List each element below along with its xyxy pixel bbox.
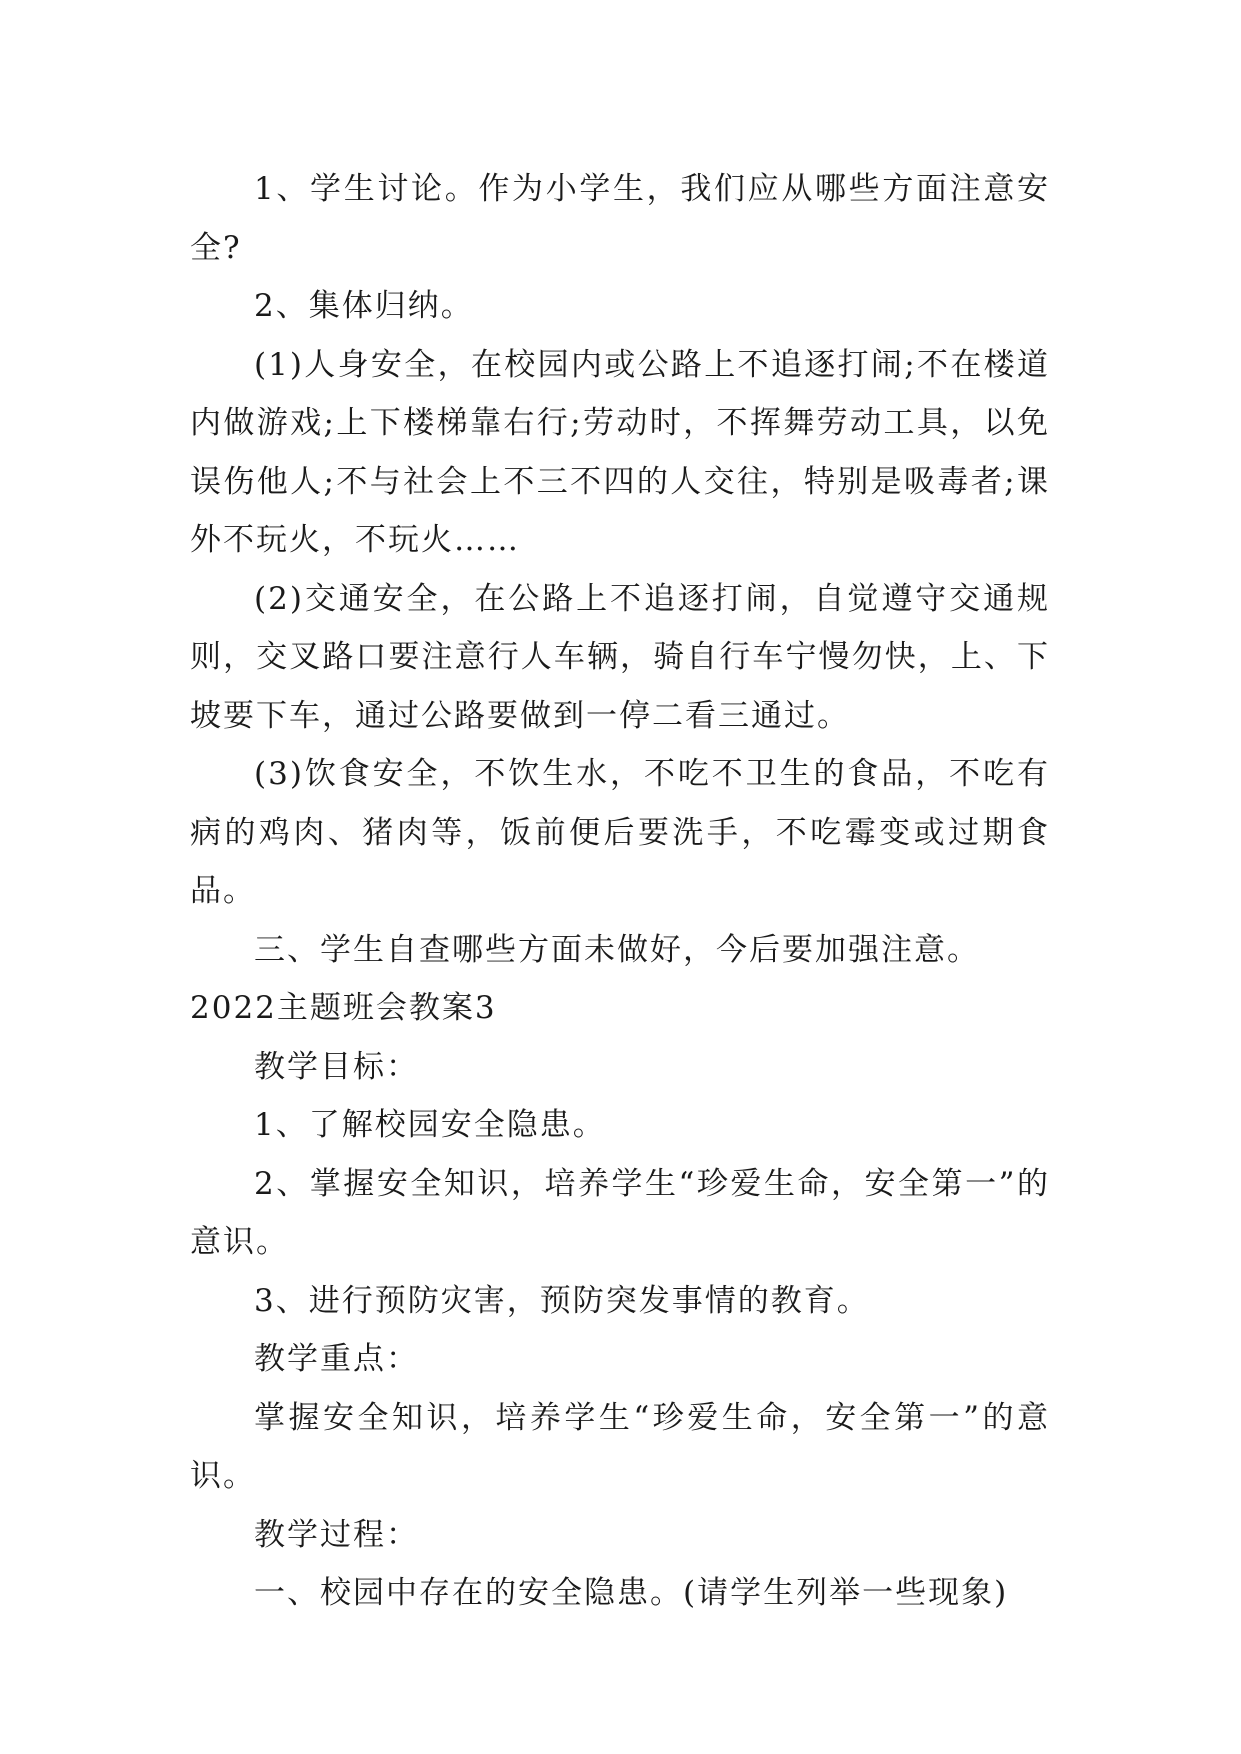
paragraph: 1、学生讨论。作为小学生，我们应从哪些方面注意安全? <box>190 171 1050 266</box>
paragraph: (1)人身安全，在校园内或公路上不追逐打闹;不在楼道内做游戏;上下楼梯靠右行;劳动时，不挥舞劳动工具，以免误伤他人;不与社会上不三不四的人交往，特别是吸毒者;课外不玩火，不玩火…… <box>190 346 1050 558</box>
paragraph: 教学过程： <box>254 1516 419 1553</box>
paragraph: 1、了解校园安全隐患。 <box>254 1107 606 1143</box>
paragraph: 一、校园中存在的安全隐患。(请学生列举一些现象) <box>254 1575 1009 1611</box>
paragraph: 三、学生自查哪些方面未做好，今后要加强注意。 <box>254 931 980 968</box>
paragraph: 2、掌握安全知识，培养学生“珍爱生命，安全第一”的意识。 <box>190 1165 1050 1260</box>
paragraph: 掌握安全知识，培养学生“珍爱生命，安全第一”的意识。 <box>190 1399 1050 1494</box>
paragraph: 3、进行预防灾害，预防突发事情的教育。 <box>254 1282 870 1319</box>
paragraph: 2、集体归纳。 <box>254 288 474 324</box>
paragraph: 教学目标： <box>254 1048 419 1085</box>
paragraph: 教学重点： <box>254 1341 419 1377</box>
section-heading: 2022主题班会教案3 <box>190 990 497 1026</box>
paragraph: (3)饮食安全，不饮生水，不吃不卫生的食品，不吃有病的鸡肉、猪肉等，饭前便后要洗手，不吃霉变或过期食品。 <box>190 756 1050 909</box>
document-body <box>190 160 1050 1623</box>
paragraph: (2)交通安全，在公路上不追逐打闹，自觉遵守交通规则，交叉路口要注意行人车辆，骑自行车宁慢勿快，上、下坡要下车，通过公路要做到一停二看三通过。 <box>190 580 1050 734</box>
